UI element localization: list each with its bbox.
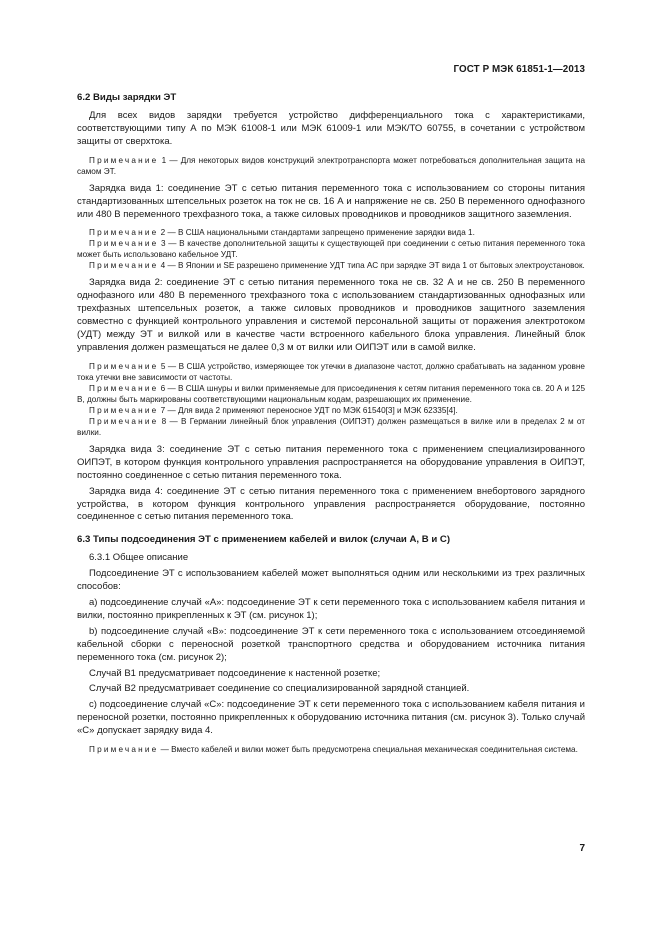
note-prefix: Примечание	[89, 383, 159, 393]
note-3	[77, 238, 585, 260]
section-6-3-title: 6.3 Типы подсоединения ЭТ с применением кабелей и вилок (случаи А, В и С)	[77, 534, 451, 546]
paragraph-text: Зарядка вида 4: соединение ЭТ с сетью питания переменного тока с применением внебортового зарядного устройства, в котором функция контрольного управления распространяется оборудование, постоянно соединенное с сетью питания переменного тока.	[77, 485, 585, 523]
note-text: 5 — В США устройство, измеряющее ток утечки в диапазоне частот, должно срабатывать на заданном уровне тока утечки вне зависимости от частоты.	[77, 361, 585, 382]
note-text: 4 — В Японии и SE разрешено применение УДТ типа АС при зарядке ЭТ вида 1 от бытовых электроустановок.	[158, 261, 585, 271]
note-1	[77, 155, 585, 177]
paragraph-text: Подсоединение ЭТ с использованием кабелей может выполняться одним или несколькими из трех различных способов:	[77, 568, 585, 593]
note-prefix: Примечание	[89, 228, 159, 238]
paragraph-charging-mode-2	[77, 277, 585, 354]
list-item-case-c	[77, 699, 585, 738]
paragraph-text: Зарядка вида 1: соединение ЭТ с сетью питания переменного тока с использованием со стороны питания стандартизованных штепсельных розеток на ток не св. 16 А и напряжение не св. 250 В переменного однофазного или 480 В переменного трехфазного тока, а также силовых проводников и проводников защитного заземления.	[77, 182, 585, 220]
note-text: — Вместо кабелей и вилки может быть предусмотрена специальная механическая соединительная система.	[158, 745, 578, 755]
note-8	[77, 416, 585, 438]
note-text: 7 — Для вида 2 применяют переносное УДТ по МЭК 61540[3] и МЭК 62335[4].	[158, 405, 458, 415]
paragraph-case-b1	[77, 668, 585, 681]
note-text: 8 — В Германии линейный блок управления (ОИПЭТ) должен размещаться в вилке или в пределах 2 м от вилки.	[77, 416, 585, 437]
note-5	[77, 361, 585, 383]
note-text: 3 — В качестве дополнительной защиты к существующей при соединении с сетью питания переменного тока может быть использовано кабельное УДТ.	[77, 239, 585, 260]
note-prefix: Примечание	[89, 261, 159, 271]
note-6	[77, 383, 585, 405]
note-prefix: Примечание	[89, 155, 159, 165]
list-item-text: b) подсоединение случай «В»: подсоединение ЭТ к сети переменного тока с использованием отсоединяемой кабельной сборки с переносной розеткой транспортного средства и оборудованием источника питания переменного тока (см. рисунок 2);	[77, 625, 585, 663]
section-6-2-title: 6.2 Виды зарядки ЭТ	[77, 92, 177, 103]
paragraph-charging-mode-4	[77, 486, 585, 525]
document-code-header: ГОСТ Р МЭК 61851-1—2013	[453, 64, 585, 75]
paragraph-case-b2	[77, 683, 585, 696]
paragraph-text: Случай В2 предусматривает соединение со специализированной зарядной станцией.	[89, 683, 470, 695]
note-7	[77, 405, 585, 416]
list-item-case-b	[77, 626, 585, 665]
subsection-text: 6.3.1 Общее описание	[89, 552, 189, 564]
note-prefix: Примечание	[89, 361, 159, 371]
note-prefix: Примечание	[89, 239, 159, 249]
note-prefix: Примечание	[89, 416, 159, 426]
note-prefix: Примечание	[89, 405, 159, 415]
note-text: 1 — Для некоторых видов конструкций электротранспорта может потребоваться дополнительная защита на самом ЭТ.	[77, 155, 585, 176]
list-item-text: с) подсоединение случай «С»: подсоединение ЭТ к сети переменного тока с использованием кабеля питания и переносной розетки, постоянно прикрепленных к оборудованию источника питания (см. рисунок 3). Только случай «С» допускает зарядку вида 4.	[77, 699, 585, 737]
paragraph-rcd-requirement	[77, 110, 585, 149]
note-prefix: Примечание	[89, 745, 159, 755]
paragraph-connection-methods	[77, 568, 585, 594]
page-content	[77, 91, 585, 755]
note-mechanical-system	[77, 744, 585, 755]
paragraph-charging-mode-3	[77, 444, 585, 483]
list-item-text: а) подсоединение случай «А»: подсоединение ЭТ к сети переменного тока с использованием кабеля питания и вилки, постоянно прикрепленных к ЭТ (см. рисунок 1);	[77, 597, 585, 621]
paragraph-charging-mode-1	[77, 183, 585, 222]
page-number: 7	[579, 843, 585, 854]
note-4	[77, 260, 585, 271]
paragraph-text: Зарядка вида 2: соединение ЭТ с сетью питания переменного тока не св. 32 А и не св. 250 В переменного однофазного или 480 В переменного трехфазного тока с использованием стандартизованных однофазных или трехфазных штепсельных розеток, а также силовых проводников и проводников защитного заземления совместно с функцией контрольного управления и системой персональной защиты от поражения электротоком (УДТ) между ЭТ и вилкой или в качестве части встроенного кабельного блока управления. Линейный блок управления должен размещаться не далее 0,3 м от вилки или ОИПЭТ или в самой вилке.	[77, 277, 585, 353]
subsection-6-3-1-title	[77, 552, 585, 565]
note-2	[77, 227, 585, 238]
paragraph-text: Зарядка вида 3: соединение ЭТ с сетью питания переменного тока с применением специализированного ОИПЭТ, в котором функция контрольного управления распространяется на оборудование управления в ОИПЭТ, постоянно соединенное с сетью питания переменного тока.	[77, 443, 585, 481]
paragraph-text: Случай В1 предусматривает подсоединение к настенной розетке;	[89, 667, 381, 679]
paragraph-text: Для всех видов зарядки требуется устройство дифференциального тока с характеристиками, соответствующими типу А по МЭК 61008-1 или МЭК 61009-1 или МЭК/ТО 60755, в сочетании с устройством защиты от сверхтока.	[77, 110, 585, 147]
note-text: 6 — В США шнуры и вилки применяемые для присоединения к сетям питания переменного тока св. 20 А и 125 В, должны быть маркированы соответствующими национальным кодам, разрешающих их применение.	[77, 383, 585, 404]
list-item-case-a	[77, 597, 585, 623]
note-text: 2 — В США национальными стандартами запрещено применение зарядки вида 1.	[158, 228, 475, 238]
